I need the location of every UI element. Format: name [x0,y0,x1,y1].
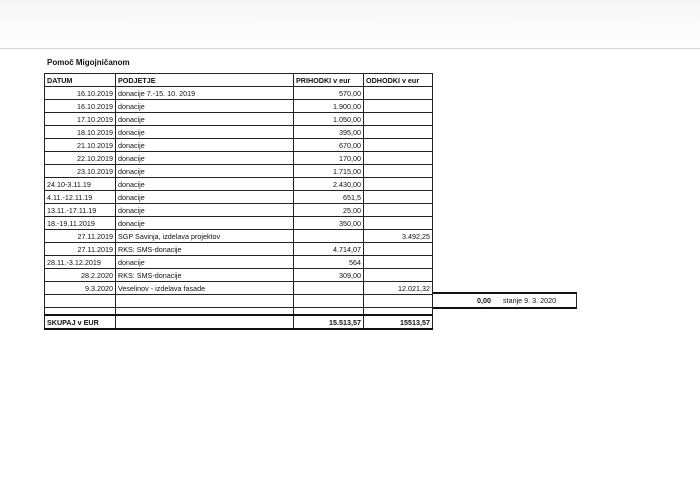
table-row [45,152,433,165]
cell-podjetje: RKS: SMS-donacije [116,269,294,282]
cell-prihodki: 2.430,00 [294,178,364,191]
cell-datum: 9.3.2020 [45,282,116,295]
table-row [45,113,433,126]
table-row [45,178,433,191]
cell-odhodki [364,126,433,139]
cell-odhodki [364,178,433,191]
table-row [45,139,433,152]
cell-podjetje: donacije [116,113,294,126]
cell-podjetje: donacije [116,165,294,178]
cell-datum: 24.10-3.11.19 [45,178,116,191]
spacer-row [45,308,433,316]
total-prihodki: 15.513,57 [294,315,364,329]
cell-podjetje: donacije [116,217,294,230]
cell-podjetje: RKS: SMS-donacije [116,243,294,256]
cell-prihodki [294,230,364,243]
table-row [45,230,433,243]
cell-prihodki: 1.050,00 [294,113,364,126]
cell-datum: 23.10.2019 [45,165,116,178]
cell-prihodki: 1.715,00 [294,165,364,178]
cell-prihodki [294,282,364,295]
cell-prihodki: 670,00 [294,139,364,152]
cell-podjetje: donacije [116,256,294,269]
cell-podjetje: Veselinov - izdelava fasade [116,282,294,295]
cell-podjetje: donacije [116,152,294,165]
cell-odhodki [364,165,433,178]
balance-box [433,292,577,309]
cell-odhodki [364,204,433,217]
cell-datum: 27.11.2019 [45,230,116,243]
table-row [45,191,433,204]
table-row [45,243,433,256]
cell-prihodki: 350,00 [294,217,364,230]
cell-podjetje: donacije [116,191,294,204]
cell-podjetje: donacije [116,100,294,113]
table-row [45,204,433,217]
cell-podjetje: donacije [116,126,294,139]
total-row [45,315,433,329]
table-row [45,87,433,100]
cell-podjetje: donacije [116,139,294,152]
cell-odhodki [364,217,433,230]
cell-odhodki [364,191,433,204]
total-odhodki: 15513,57 [364,315,433,329]
cell-datum: 4.11.-12.11.19 [45,191,116,204]
table-row [45,256,433,269]
spacer-cell [116,308,294,316]
cell-datum: 18.10.2019 [45,126,116,139]
table-row [45,165,433,178]
header-prihodki: PRIHODKI v eur [294,74,364,87]
scan-top-shade [0,0,700,49]
table-row [45,217,433,230]
cell-odhodki [364,139,433,152]
balance-note: stanje 9. 3. 2020 [503,296,557,305]
table-row [45,282,433,295]
cell-odhodki: 12.021,32 [364,282,433,295]
cell-prihodki: 651,5 [294,191,364,204]
cell-datum: 16.10.2019 [45,100,116,113]
cell-odhodki [364,113,433,126]
document-title: Pomoč Migojničanom [47,58,130,67]
cell-datum: 16.10.2019 [45,87,116,100]
table-row [45,269,433,282]
empty-cell [116,295,294,308]
cell-datum: 27.11.2019 [45,243,116,256]
empty-row [45,295,433,308]
cell-odhodki [364,243,433,256]
spacer-cell [45,308,116,316]
cell-prihodki: 309,00 [294,269,364,282]
cell-datum: 28.2.2020 [45,269,116,282]
cell-datum: 22.10.2019 [45,152,116,165]
cell-datum: 13.11.-17.11.19 [45,204,116,217]
cell-datum: 28.11.-3.12.2019 [45,256,116,269]
cell-odhodki: 3.492,25 [364,230,433,243]
header-datum: DATUM [45,74,116,87]
cell-podjetje: donacije [116,178,294,191]
header-odhodki: ODHODKI v eur [364,74,433,87]
spacer-cell [364,308,433,316]
ledger-table [44,73,433,330]
empty-cell [45,295,116,308]
balance-value: 0,00 [477,296,491,305]
cell-odhodki [364,152,433,165]
header-podjetje: PODJETJE [116,74,294,87]
total-label: SKUPAJ v EUR [45,315,116,329]
cell-odhodki [364,256,433,269]
cell-datum: 17.10.2019 [45,113,116,126]
cell-prihodki: 4.714,07 [294,243,364,256]
cell-podjetje: donacije 7.-15. 10. 2019 [116,87,294,100]
cell-odhodki [364,87,433,100]
cell-prihodki: 395,00 [294,126,364,139]
cell-prihodki: 1.900,00 [294,100,364,113]
header-row [45,74,433,87]
scan-edge-line [0,48,700,49]
table-row [45,126,433,139]
empty-cell [294,295,364,308]
cell-podjetje: SGP Savinja, izdelava projektov [116,230,294,243]
cell-podjetje: donacije [116,204,294,217]
empty-cell [364,295,433,308]
total-empty [116,315,294,329]
cell-odhodki [364,100,433,113]
cell-prihodki: 25,00 [294,204,364,217]
cell-prihodki: 170,00 [294,152,364,165]
cell-prihodki: 564 [294,256,364,269]
cell-datum: 18.-19.11.2019 [45,217,116,230]
cell-prihodki: 570,00 [294,87,364,100]
cell-odhodki [364,269,433,282]
table-row [45,100,433,113]
spacer-cell [294,308,364,316]
cell-datum: 21.10.2019 [45,139,116,152]
